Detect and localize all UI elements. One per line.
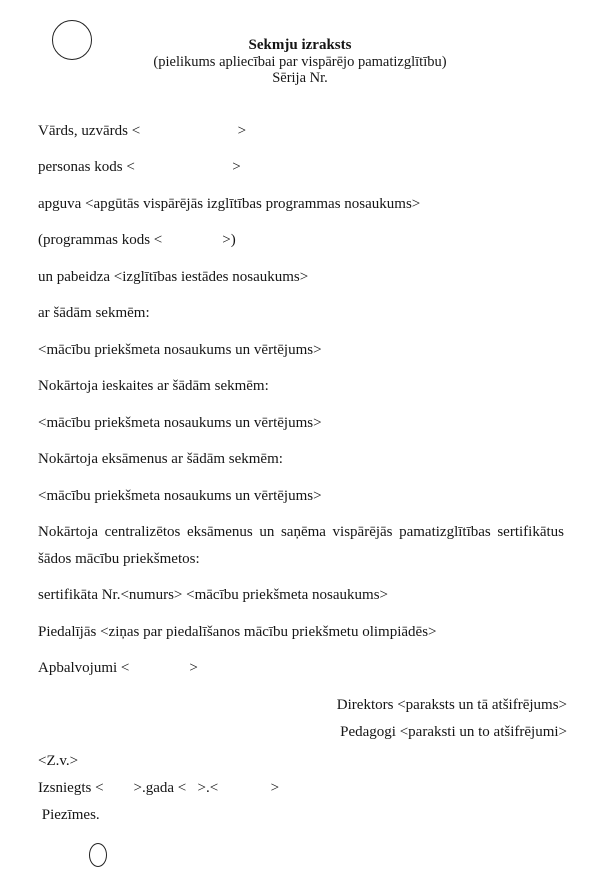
line-tests-intro: Nokārtoja ieskaites ar šādām sekmēm:: [38, 378, 269, 394]
line-olympiads: Piedalījās <ziņas par piedalīšanos mācību priekšmetu olimpiādēs>: [38, 623, 437, 640]
signature-block: [38, 692, 567, 747]
line-institution-completed: un pabeidza <izglītības iestādes nosaukums>: [38, 268, 309, 285]
document-title: Sekmju izraksts: [248, 37, 352, 53]
line-seal-placeholder: <Z.v.>: [38, 752, 79, 769]
line-certificate-number: sertifikāta Nr.<numurs> <mācību priekšmeta nosaukums>: [38, 587, 389, 603]
line-subject-grade-placeholder-1: <mācību priekšmeta nosaukums un vērtējums>: [38, 341, 322, 358]
series-number-label: Sērija Nr.: [272, 70, 328, 86]
stamp-circle-top: [52, 20, 92, 60]
document-footer: [38, 748, 564, 829]
line-notes: Piezīmes.: [38, 806, 100, 823]
line-subject-grade-placeholder-3: <mācību priekšmeta nosaukums un vērtējums>: [38, 487, 322, 504]
stamp-circle-bottom: [89, 843, 107, 867]
line-centralized-exams: Nokārtoja centralizētos eksāmenus un saņēma vispārējās pamatizglītības sertifikātus šādos mācību priekšmetos:: [38, 524, 564, 567]
document-body: [38, 118, 564, 682]
line-name-surname: Vārds, uzvārds < >: [38, 122, 247, 139]
line-subject-grade-placeholder-2: <mācību priekšmeta nosaukums un vērtējums>: [38, 414, 322, 431]
line-issued-date: Izsniegts < >.gada < >.< >: [38, 779, 280, 796]
line-teachers-signatures: Pedagogi <paraksti un to atšifrējumi>: [340, 724, 567, 740]
line-personal-code: personas kods < >: [38, 159, 241, 175]
line-grades-intro: ar šādām sekmēm:: [38, 305, 150, 321]
line-exams-intro: Nokārtoja eksāmenus ar šādām sekmēm:: [38, 451, 283, 467]
document-subtitle: (pielikums apliecībai par vispārējo pamatizglītību): [153, 53, 447, 70]
line-programme-code: (programmas kods < >): [38, 232, 236, 248]
line-awards: Apbalvojumi < >: [38, 660, 198, 676]
line-director-signature: Direktors <paraksts un tā atšifrējums>: [336, 696, 567, 713]
line-programme-acquired: apguva <apgūtās vispārējās izglītības programmas nosaukums>: [38, 195, 421, 212]
